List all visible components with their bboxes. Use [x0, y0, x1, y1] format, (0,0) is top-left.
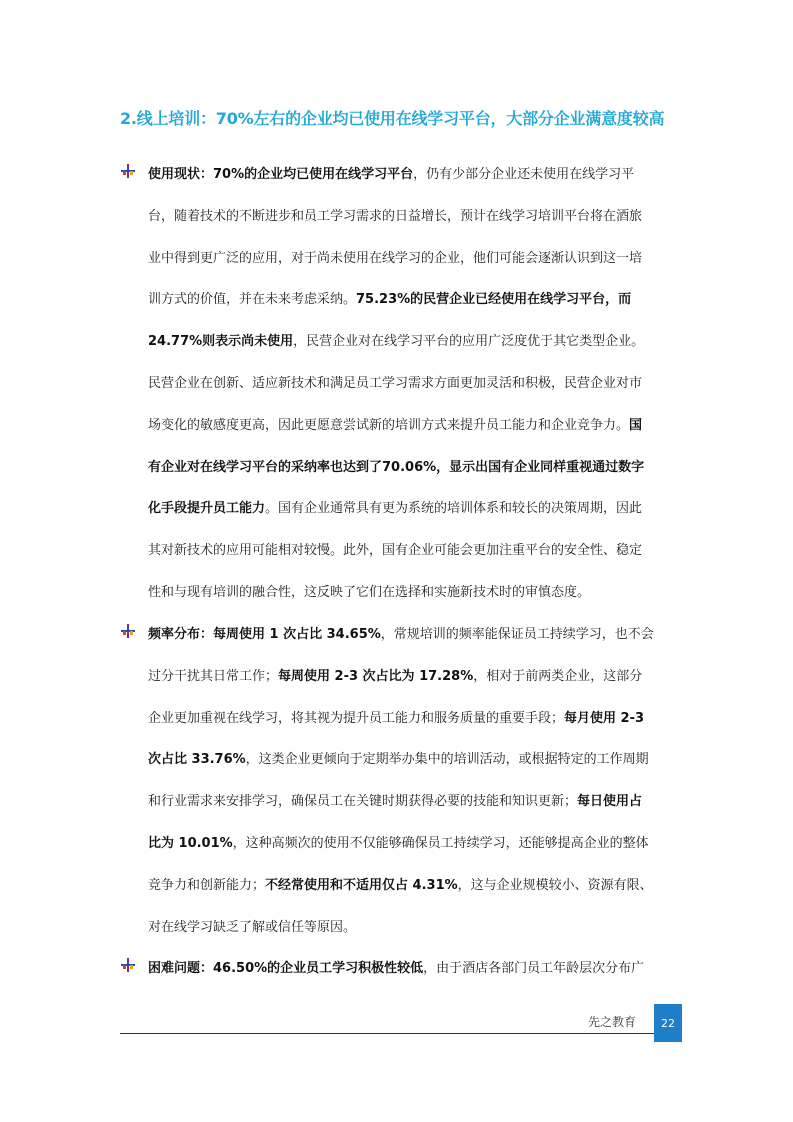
bold-text: 频率分布：每周使用 1 次占比 34.65%	[148, 627, 381, 642]
text-run: ，常规培训的频率能保证员工持续学习，也不会	[380, 627, 654, 642]
text-run: 训方式的价值，并在未来考虑采纳。	[148, 292, 357, 308]
bullet-icon	[120, 163, 136, 179]
text-run: 。国有企业通常具有更为系统的培训体系和较长的决策周期，因此	[265, 501, 643, 517]
footer-divider	[120, 1033, 654, 1034]
text-line	[148, 916, 356, 935]
bold-text: 不经常使用和不适用仅占 4.31%	[265, 877, 458, 893]
text-line	[148, 372, 642, 391]
text-run: 企业更加重视在线学习，将其视为提升员工能力和服务质量的重要手段；	[148, 710, 565, 726]
text-run: 过分干扰其日常工作；	[148, 668, 279, 684]
text-run: 台，随着技术的不断进步和员工学习需求的日益增长，预计在线学习培训平台将在酒旅	[148, 208, 643, 224]
bullet-icon	[120, 957, 136, 973]
text-run: ，相对于前两类企业，这部分	[473, 668, 643, 684]
text-run: 对在线学习缺乏了解或信任等原因。	[148, 919, 357, 935]
text-run: ，由于酒店各部门员工年龄层次分布广	[423, 961, 645, 976]
text-line	[148, 957, 644, 976]
text-run: 场变化的敏感度更高，因此更愿意尝试新的培训方式来提升员工能力和企业竞争力。	[148, 417, 630, 433]
text-run: 和行业需求来安排学习，确保员工在关键时期获得必要的技能和知识更新；	[148, 794, 578, 810]
bold-text: 比为 10.01%	[148, 836, 233, 851]
text-run: 性和与现有培训的融合性，这反映了它们在选择和实施新技术时的审慎态度。	[148, 585, 591, 600]
text-run: 竞争力和创新能力；	[148, 877, 266, 893]
text-line	[148, 205, 642, 224]
text-line	[148, 456, 644, 475]
text-line	[148, 581, 590, 600]
text-line	[148, 748, 649, 767]
bold-text: 75.23%的民营企业已经使用在线学习平台，而	[356, 292, 632, 308]
text-run: 民营企业在创新、适应新技术和满足员工学习需求方面更加灵活和积极，民营企业对市	[148, 376, 643, 391]
page-number: 22	[654, 1004, 682, 1042]
text-run: ，民营企业对在线学习平台的应用广泛度优于其它类型企业。	[293, 334, 645, 350]
text-line	[148, 707, 644, 726]
bullet-icon	[120, 623, 136, 639]
text-line	[148, 623, 654, 642]
bold-text: 每月使用 2-3	[564, 710, 645, 726]
bold-text: 24.77%则表示尚未使用	[148, 334, 294, 350]
section-heading: 2.线上培训：70%左右的企业均已使用在线学习平台，大部分企业满意度较高	[120, 109, 665, 128]
text-line	[148, 247, 642, 266]
text-run: ，这与企业规模较小、资源有限、	[457, 877, 653, 893]
bold-text: 困难问题：46.50%的企业员工学习积极性较低	[148, 961, 424, 976]
bold-text: 每周使用 2-3 次占比为 17.28%	[278, 668, 474, 684]
bold-text: 国	[629, 417, 643, 433]
text-line	[148, 790, 642, 809]
text-run: ，这类企业更倾向于定期举办集中的培训活动，或根据特定的工作周期	[245, 752, 649, 768]
text-run: ，仍有少部分企业还未使用在线学习平	[413, 167, 635, 182]
text-line	[148, 874, 653, 893]
bold-text: 有企业对在线学习平台的采纳率也达到了70.06%，显示出国有企业同样重视通过数字	[148, 459, 645, 475]
bold-text: 次占比 33.76%	[148, 752, 246, 768]
bold-text: 使用现状：70%的企业均已使用在线学习平台	[148, 167, 414, 182]
bold-text: 每日使用占	[577, 794, 643, 810]
footer-brand: 先之教育	[588, 1015, 637, 1029]
text-line	[148, 832, 649, 851]
text-line	[148, 163, 634, 182]
text-line	[148, 414, 642, 433]
text-line	[148, 665, 642, 684]
text-run: ，这种高频次的使用不仅能够确保员工持续学习，还能够提高企业的整体	[232, 836, 649, 851]
text-run: 业中得到更广泛的应用，对于尚未使用在线学习的企业，他们可能会逐渐认识到这一培	[148, 250, 643, 266]
text-run: 其对新技术的应用可能相对较慢。此外，国有企业可能会更加注重平台的安全性、稳定	[148, 543, 643, 559]
text-line	[148, 497, 642, 516]
text-line	[148, 330, 644, 349]
text-line	[148, 288, 631, 307]
text-line	[148, 539, 642, 558]
bold-text: 化手段提升员工能力	[148, 501, 266, 517]
